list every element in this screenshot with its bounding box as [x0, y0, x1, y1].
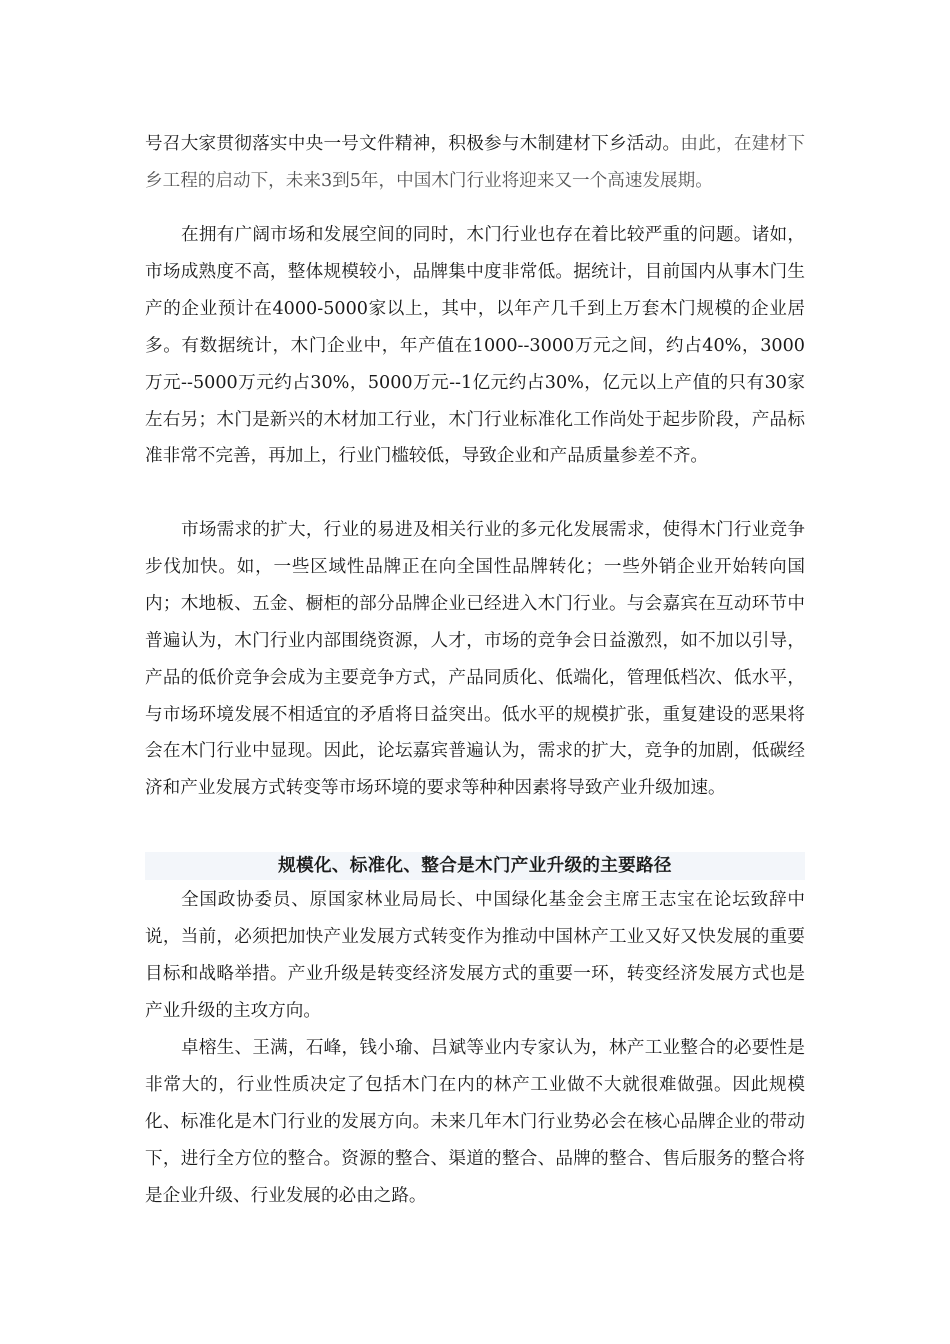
section-heading: 规模化、标准化、整合是木门产业升级的主要路径: [145, 852, 805, 880]
paragraph-problems: [145, 217, 805, 475]
paragraph-competition: [145, 512, 805, 807]
paragraph-text: 卓榕生、王满，石峰，钱小瑜、吕斌等业内专家认为，林产工业整合的必要性是非常大的，行业性质决定了包括木门在内的林产工业做不大就很难做强。因此规模化、标准化是木门行业的发展方向。未来几年木门行业势必会在核心品牌企业的带动下，进行全方位的整合。资源的整合、渠道的整合、品牌的整合、售后服务的整合将是企业升级、行业发展的必由之路。: [145, 1038, 805, 1206]
paragraph-intro: [145, 126, 805, 200]
paragraph-text: 全国政协委员、原国家林业局局长、中国绿化基金会主席王志宝在论坛致辞中说，当前，必须把加快产业发展方式转变作为推动中国林产工业又好又快发展的重要目标和战略举措。产业升级是转变经济发展方式的重要一环，转变经济发展方式也是产业升级的主攻方向。: [145, 890, 805, 1021]
paragraph-text-part-gray: 由此，在建材下乡工程的启动下，未来3到5年，中国木门行业将迎来又一个高速发展期。: [145, 134, 805, 191]
paragraph-text: [145, 126, 805, 200]
paragraph-experts: [145, 1030, 805, 1215]
paragraph-text: 在拥有广阔市场和发展空间的同时，木门行业也存在着比较严重的问题。诸如，市场成熟度不高，整体规模较小，品牌集中度非常低。据统计，目前国内从事木门生产的企业预计在4000-5000家以上，其中，以年产几千到上万套木门规模的企业居多。有数据统计，木门企业中，年产值在1000--3000万元之间，约占40%，3000万元--5000万元约占30%，5000万元--1亿元约占30%，亿元以上产值的只有30家左右另；木门是新兴的木材加工行业，木门行业标准化工作尚处于起步阶段，产品标准非常不完善，再加上，行业门槛较低，导致企业和产品质量参差不齐。: [145, 225, 805, 467]
paragraph-speech: [145, 882, 805, 1030]
paragraph-text-part: 号召大家贯彻落实中央一号文件精神，积极参与木制建材下乡活动。: [145, 134, 681, 154]
paragraph-text: 市场需求的扩大，行业的易进及相关行业的多元化发展需求，使得木门行业竞争步伐加快。如，一些区域性品牌正在向全国性品牌转化；一些外销企业开始转向国内；木地板、五金、橱柜的部分品牌企业已经进入木门行业。与会嘉宾在互动环节中普遍认为，木门行业内部围绕资源，人才，市场的竞争会日益激烈，如不加以引导，产品的低价竞争会成为主要竞争方式，产品同质化、低端化，管理低档次、低水平，与市场环境发展不相适宜的矛盾将日益突出。低水平的规模扩张，重复建设的恶果将会在木门行业中显现。因此，论坛嘉宾普遍认为，需求的扩大，竞争的加剧，低碳经济和产业发展方式转变等市场环境的要求等种种因素将导致产业升级加速。: [145, 520, 805, 799]
